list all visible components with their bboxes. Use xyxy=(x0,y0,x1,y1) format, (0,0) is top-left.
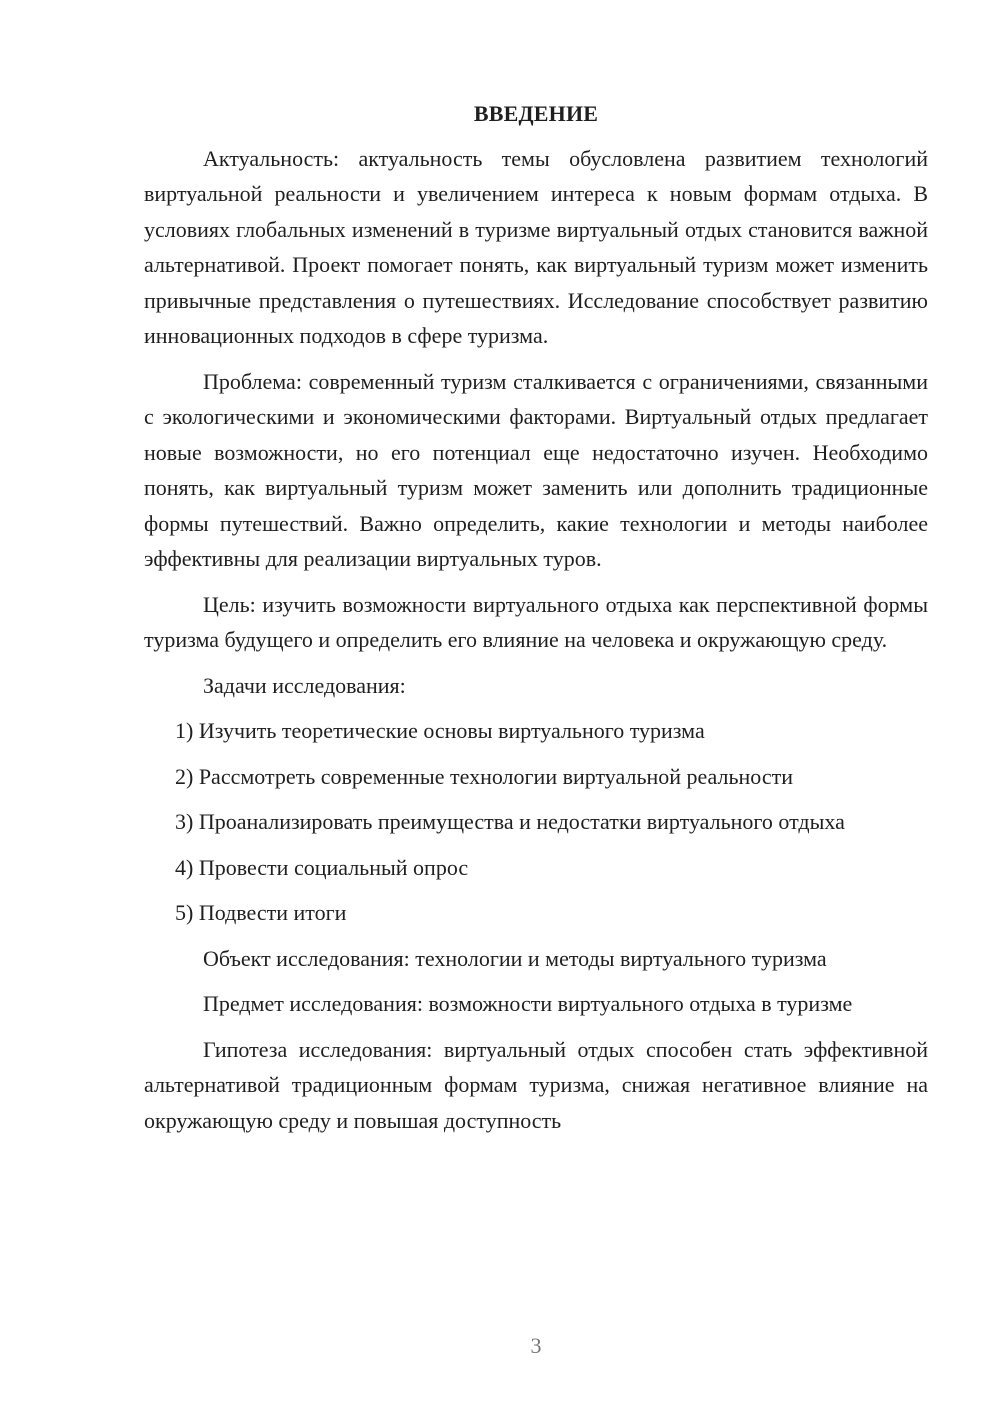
page-title: ВВЕДЕНИЕ xyxy=(473,101,599,126)
relevance-paragraph: Актуальность: актуальность темы обусловлена развитием технологий виртуальной реальности и увеличением интереса к новым формам отдыха. В условиях глобальных изменений в туризме виртуальный отдых становится важной альтернативой. Проект помогает понять, как виртуальный туризм может изменить привычные представления о путешествиях. Исследование способствует развитию инновационных подходов в сфере туризма. xyxy=(144,145,928,348)
tasks-heading: Задачи исследования: xyxy=(203,672,406,698)
task-item: 1) Изучить теоретические основы виртуального туризма xyxy=(175,718,705,743)
page-content xyxy=(144,96,928,1138)
task-item: 5) Подвести итоги xyxy=(175,900,347,925)
goal-paragraph: Цель: изучить возможности виртуального отдыха как перспективной формы туризма будущего и определить его влияние на человека и окружающую среду. xyxy=(144,591,928,652)
task-item: 2) Рассмотреть современные технологии виртуальной реальности xyxy=(175,763,793,789)
problem-paragraph: Проблема: современный туризм сталкивается с ограничениями, связанными с экологическими и экономическими факторами. Виртуальный отдых предлагает новые возможности, но его потенциал еще недостаточно изучен. Необходимо понять, как виртуальный туризм может заменить или дополнить традиционные формы путешествий. Важно определить, какие технологии и методы наиболее эффективны для реализации виртуальных туров. xyxy=(144,368,928,571)
page-number: 3 xyxy=(530,1333,542,1358)
task-item: 3) Проанализировать преимущества и недостатки виртуального отдыха xyxy=(175,809,845,834)
research-object-paragraph: Объект исследования: технологии и методы виртуального туризма xyxy=(203,945,827,971)
task-item: 4) Провести социальный опрос xyxy=(175,854,469,880)
research-subject-paragraph: Предмет исследования: возможности виртуального отдыха в туризме xyxy=(203,991,853,1016)
hypothesis-paragraph: Гипотеза исследования: виртуальный отдых способен стать эффективной альтернативой традиционным формам туризма, снижая негативное влияние на окружающую среду и повышая доступность xyxy=(144,1036,928,1133)
